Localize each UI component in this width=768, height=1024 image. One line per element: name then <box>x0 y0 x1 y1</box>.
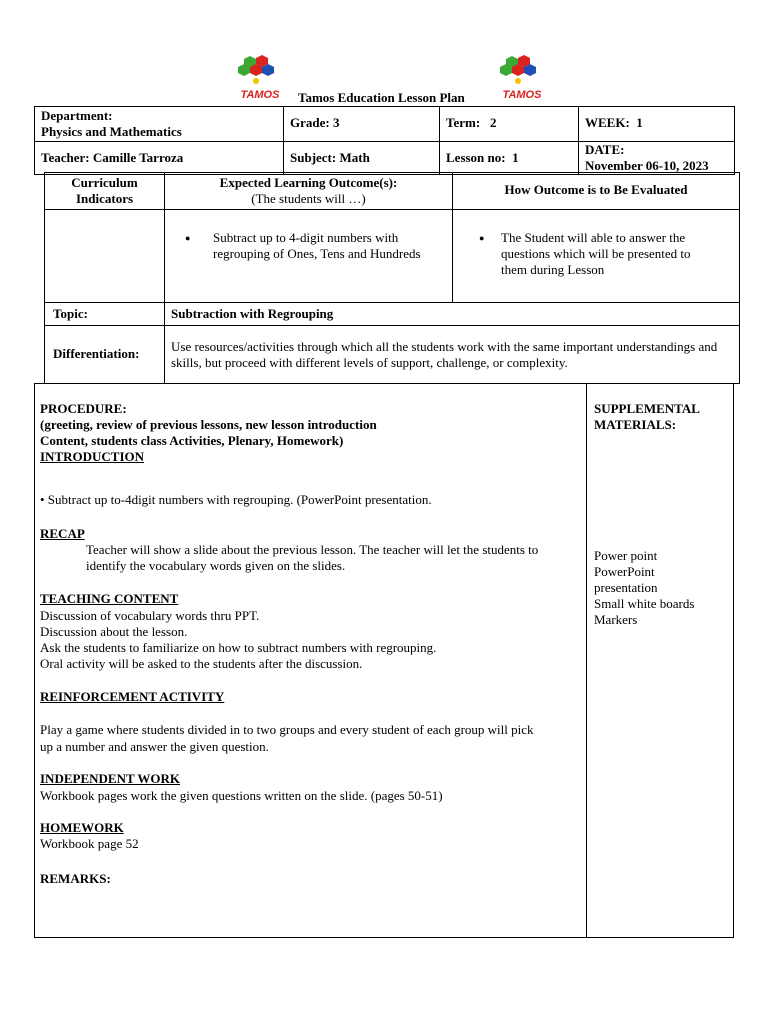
outcome-item: ● Subtract up to 4-digit numbers with regrouping of Ones, Tens and Hundreds <box>185 230 432 262</box>
procedure-heading: PROCEDURE: <box>40 401 127 416</box>
term-value: 2 <box>489 115 497 130</box>
curriculum-header <box>45 173 165 210</box>
curriculum-header-line2: Indicators <box>75 191 134 206</box>
remarks-heading: REMARKS: <box>40 871 111 886</box>
teaching-line-2: Discussion about the lesson. <box>40 624 188 639</box>
department-label: Department: <box>41 108 113 123</box>
procedure-sub1: (greeting, review of previous lessons, new lesson introduction <box>40 417 377 432</box>
curriculum-indicators-cell <box>45 210 165 303</box>
procedure-sub2: Content, students class Activities, Plenary, Homework) <box>40 433 344 448</box>
homework-text: Workbook page 52 <box>40 836 139 851</box>
date-cell <box>579 142 735 175</box>
topic-label: Topic: <box>45 303 165 326</box>
grade-cell: Grade: 3 <box>284 107 440 142</box>
term-cell <box>440 107 579 142</box>
teaching-heading: TEACHING CONTENT <box>40 591 179 606</box>
tamos-logo-right <box>498 55 548 103</box>
lesson-cell <box>440 142 579 175</box>
outcome-header <box>165 173 453 210</box>
homework-heading: HOMEWORK <box>40 820 124 835</box>
curriculum-header-line1: Curriculum <box>71 175 138 190</box>
term-label: Term: <box>446 115 481 130</box>
lesson-value: 1 <box>512 150 519 165</box>
teaching-line-4: Oral activity will be asked to the students after the discussion. <box>40 656 363 671</box>
supplemental-heading <box>594 401 700 433</box>
supplemental-list <box>594 548 694 628</box>
reinforcement-line1: Play a game where students divided in to two groups and every student of each group will pick <box>40 722 534 737</box>
document-title: Tamos Education Lesson Plan <box>298 90 465 105</box>
outcome-cell <box>165 210 453 303</box>
subject-cell: Subject: Math <box>284 142 440 175</box>
date-value: November 06-10, 2023 <box>585 158 709 173</box>
supplemental-item: Small white boards <box>594 596 695 611</box>
supplemental-heading-line2: MATERIALS: <box>594 417 677 432</box>
independent-text: Workbook pages work the given questions written on the slide. (pages 50-51) <box>40 788 443 803</box>
svg-text:TAMOS: TAMOS <box>502 89 542 101</box>
week-value: 1 <box>636 115 643 130</box>
department-cell <box>35 107 284 142</box>
info-table <box>34 106 735 175</box>
supplemental-item: presentation <box>594 580 658 595</box>
recap-line1: Teacher will show a slide about the previous lesson. The teacher will let the students to <box>86 542 539 557</box>
department-value: Physics and Mathematics <box>41 124 182 139</box>
reinforcement-heading: REINFORCEMENT ACTIVITY <box>40 689 225 704</box>
lesson-label: Lesson no: <box>446 150 506 165</box>
outcome-header-line2: (The students will …) <box>251 191 366 206</box>
date-label: DATE: <box>585 142 625 157</box>
differentiation-value: Use resources/activities through which all the students work with the same important understandings and skills, but proceed with different levels of support, challenge, or complexity. <box>165 326 740 384</box>
introduction-text: • Subtract up to-4digit numbers with regrouping. (PowerPoint presentation. <box>40 492 432 507</box>
teaching-line-1: Discussion of vocabulary words thru PPT. <box>40 608 260 623</box>
week-label: WEEK: <box>585 115 630 130</box>
teacher-cell: Teacher: Camille Tarroza <box>35 142 284 175</box>
recap-heading: RECAP <box>40 526 85 541</box>
svg-text:TAMOS: TAMOS <box>240 89 280 101</box>
week-cell <box>579 107 735 142</box>
supplemental-heading-line1: SUPPLEMENTAL <box>594 401 700 416</box>
outcomes-table <box>44 172 740 384</box>
evaluation-cell <box>453 210 740 303</box>
teaching-line-3: Ask the students to familiarize on how to subtract numbers with regrouping. <box>40 640 437 655</box>
procedure-divider <box>586 383 587 938</box>
introduction-heading: INTRODUCTION <box>40 449 145 464</box>
supplemental-item: Power point <box>594 548 658 563</box>
topic-value: Subtraction with Regrouping <box>165 303 740 326</box>
supplemental-item: PowerPoint <box>594 564 655 579</box>
differentiation-label: Differentiation: <box>45 326 165 384</box>
evaluation-header: How Outcome is to Be Evaluated <box>453 173 740 210</box>
evaluation-item: ● The Student will able to answer the questions which will be presented to them during Lesson <box>479 230 719 278</box>
recap-line2: identify the vocabulary words given on the slides. <box>86 558 346 573</box>
supplemental-item: Markers <box>594 612 638 627</box>
tamos-logo-left <box>236 55 286 103</box>
reinforcement-line2: up a number and answer the given question. <box>40 739 269 754</box>
outcome-header-line1: Expected Learning Outcome(s): <box>219 175 398 190</box>
independent-heading: INDEPENDENT WORK <box>40 771 181 786</box>
